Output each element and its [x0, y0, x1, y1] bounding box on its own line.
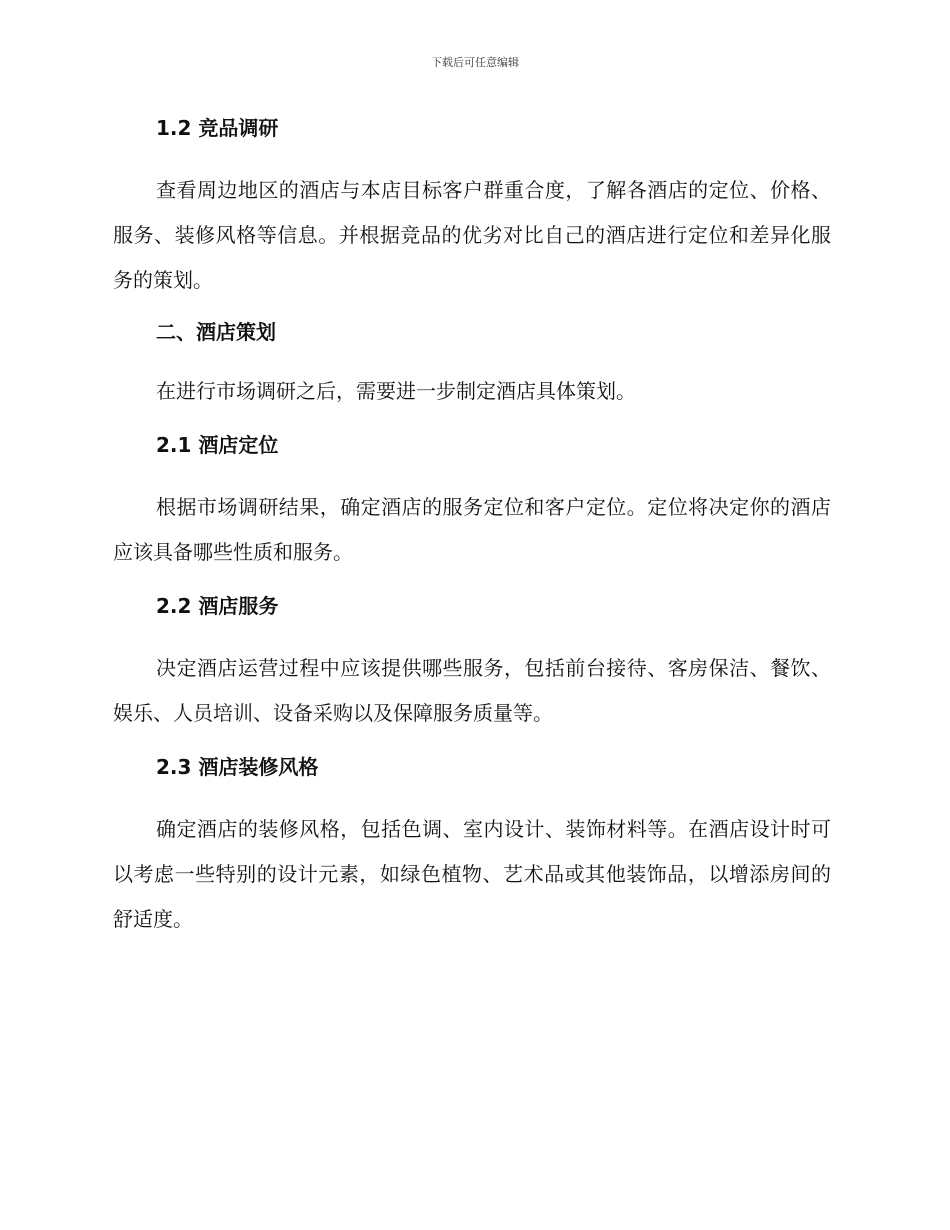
header-note: 下载后可任意编辑 [431, 56, 519, 69]
paragraph-hotel-services: 决定酒店运营过程中应该提供哪些服务，包括前台接待、客房保洁、餐饮、娱乐、人员培训、设备采购以及保障服务质量等。 [113, 656, 831, 725]
section-heading-hotel-services: 2.2 酒店服务 [156, 594, 279, 618]
section-heading-competitor-research: 1.2 竞品调研 [156, 116, 279, 140]
section-heading-decoration-style: 2.3 酒店装修风格 [156, 755, 319, 779]
paragraph-hotel-positioning: 根据市场调研结果，确定酒店的服务定位和客户定位。定位将决定你的酒店应该具备哪些性质和服务。 [113, 495, 831, 564]
paragraph-competitor-research: 查看周边地区的酒店与本店目标客户群重合度，了解各酒店的定位、价格、服务、装修风格等信息。并根据竞品的优劣对比自己的酒店进行定位和差异化服务的策划。 [113, 178, 831, 292]
document-body [113, 110, 831, 955]
section-heading-hotel-planning: 二、酒店策划 [156, 320, 276, 344]
paragraph-hotel-planning: 在进行市场调研之后，需要进一步制定酒店具体策划。 [156, 379, 636, 403]
paragraph-decoration-style: 确定酒店的装修风格，包括色调、室内设计、装饰材料等。在酒店设计时可以考虑一些特别的设计元素，如绿色植物、艺术品或其他装饰品，以增添房间的舒适度。 [113, 817, 831, 931]
section-heading-hotel-positioning: 2.1 酒店定位 [156, 433, 279, 457]
